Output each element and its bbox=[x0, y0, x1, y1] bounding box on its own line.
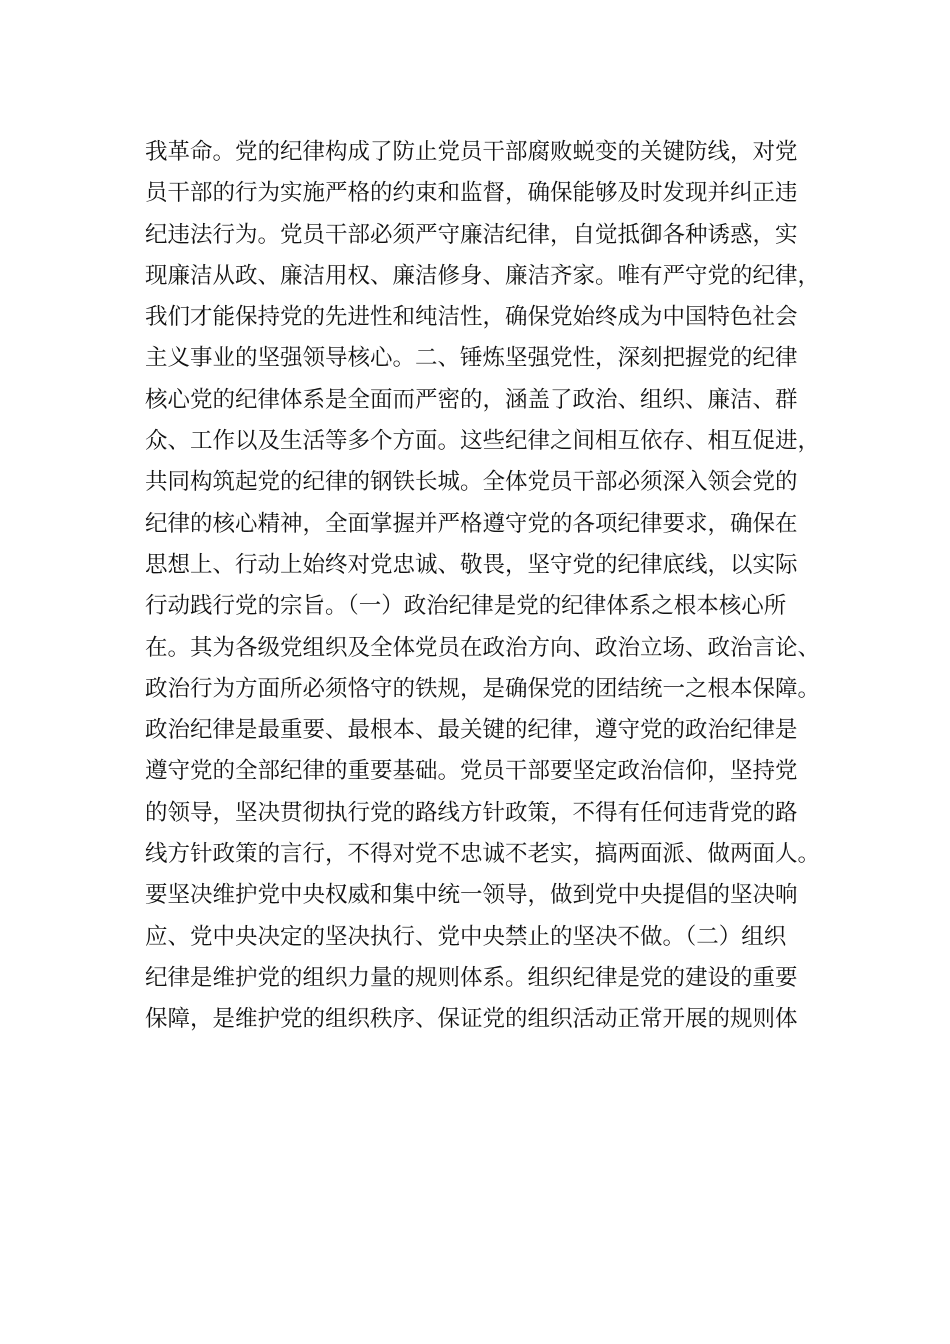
body-text bbox=[145, 132, 825, 1041]
text-line: 在。其为各级党组织及全体党员在政治方向、政治立场、政治言论、 bbox=[145, 634, 821, 661]
text-line: 纪违法行为。党员干部必须严守廉洁纪律，自觉抵御各种诱惑，实 bbox=[145, 221, 798, 248]
text-line: 行动践行党的宗旨。（一）政治纪律是党的纪律体系之根本核心所 bbox=[145, 593, 787, 620]
text-line: 线方针政策的言行，不得对党不忠诚不老实，搞两面派、做两面人。 bbox=[145, 841, 821, 868]
text-line: 众、工作以及生活等多个方面。这些纪律之间相互依存、相互促进， bbox=[145, 428, 821, 455]
text-line: 政治纪律是最重要、最根本、最关键的纪律，遵守党的政治纪律是 bbox=[145, 717, 798, 744]
text-line: 政治行为方面所必须恪守的铁规，是确保党的团结统一之根本保障。 bbox=[145, 675, 821, 702]
text-line: 核心党的纪律体系是全面而严密的，涵盖了政治、组织、廉洁、群 bbox=[145, 386, 798, 413]
text-line: 纪律的核心精神，全面掌握并严格遵守党的各项纪律要求，确保在 bbox=[145, 510, 798, 537]
text-line: 的领导，坚决贯彻执行党的路线方针政策，不得有任何违背党的路 bbox=[145, 799, 798, 826]
text-line: 要坚决维护党中央权威和集中统一领导，做到党中央提倡的坚决响 bbox=[145, 882, 798, 909]
text-line: 员干部的行为实施严格的约束和监督，确保能够及时发现并纠正违 bbox=[145, 180, 798, 207]
text-line: 我革命。党的纪律构成了防止党员干部腐败蜕变的关键防线，对党 bbox=[145, 139, 798, 165]
text-line: 共同构筑起党的纪律的钢铁长城。全体党员干部必须深入领会党的 bbox=[145, 469, 798, 496]
text-line: 纪律是维护党的组织力量的规则体系。组织纪律是党的建设的重要 bbox=[145, 964, 798, 991]
text-line: 我们才能保持党的先进性和纯洁性，确保党始终成为中国特色社会 bbox=[145, 304, 798, 331]
text-line: 应、党中央决定的坚决执行、党中央禁止的坚决不做。（二）组织 bbox=[145, 923, 787, 950]
text-line: 现廉洁从政、廉洁用权、廉洁修身、廉洁齐家。唯有严守党的纪律， bbox=[145, 262, 821, 289]
text-line: 主义事业的坚强领导核心。二、锤炼坚强党性，深刻把握党的纪律 bbox=[145, 345, 798, 372]
text-line: 遵守党的全部纪律的重要基础。党员干部要坚定政治信仰，坚持党 bbox=[145, 758, 798, 785]
text-line: 保障，是维护党的组织秩序、保证党的组织活动正常开展的规则体 bbox=[145, 1006, 798, 1033]
text-line: 思想上、行动上始终对党忠诚、敬畏，坚守党的纪律底线，以实际 bbox=[145, 551, 798, 578]
